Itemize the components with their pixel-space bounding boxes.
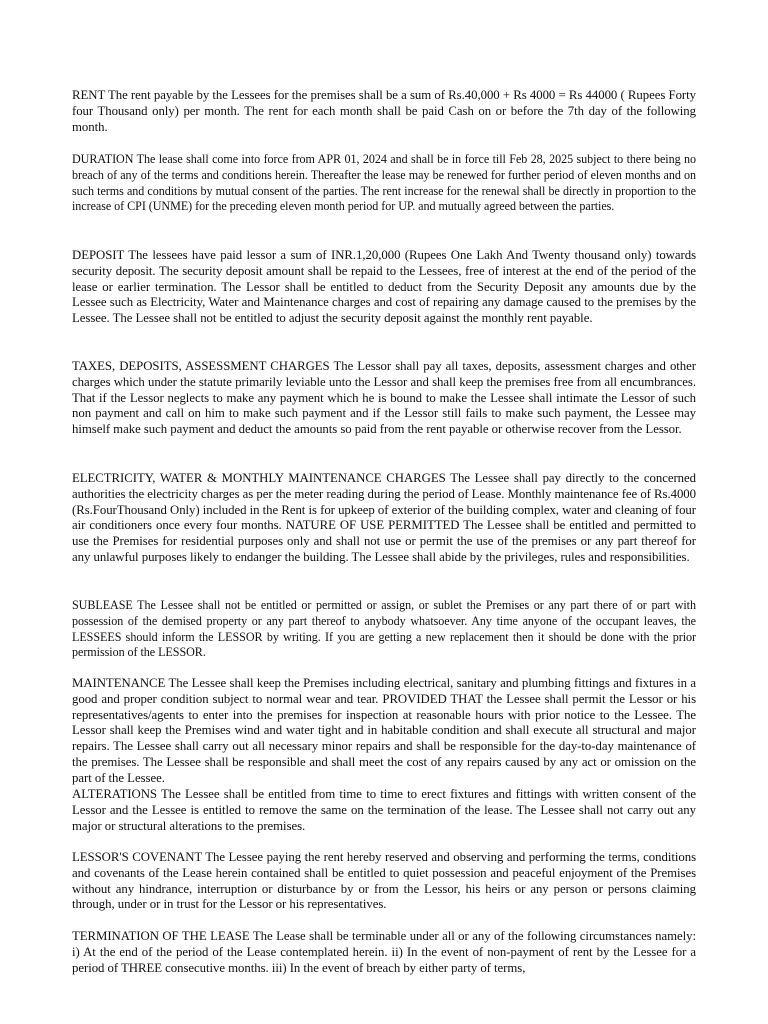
clause-duration: DURATION The lease shall come into force from APR 01, 2024 and shall be in force till Feb 28, 2025 subject to there being no breach of any of the terms and conditions herein. Thereafter the lease may be renewed for further period of eleven months and on such terms and conditions by mutual consent of the parties. The rent increase for the renewal shall be directly in proportion to the increase of CPI (UNME) for the preceding eleven month period for UP. and mutually agreed between the parties. [72, 152, 696, 214]
clause-alterations: ALTERATIONS The Lessee shall be entitled from time to time to erect fixtures and fittings with written consent of the Lessor and the Lessee is entitled to remove the same on the termination of the lease. The Lessee shall not carry out any major or structural alterations to the premises. [72, 787, 696, 833]
clause-maintenance: MAINTENANCE The Lessee shall keep the Premises including electrical, sanitary and plumbing fittings and fixtures in a good and proper condition subject to normal wear and tear. PROVIDED THAT the Lessee shall permit the Lessor or his representatives/agents to enter into the premises for inspection at reasonable hours with prior notice to the Lessee. The Lessor shall keep the Premises wind and water tight and in habitable condition and shall execute all structural and major repairs. The Lessee shall carry out all necessary minor repairs and shall be responsible for the day-to-day maintenance of the premises. The Lessee shall be responsible and shall meet the cost of any repairs caused by any act or omission on the part of the Lessee. [72, 676, 696, 785]
clause-taxes: TAXES, DEPOSITS, ASSESSMENT CHARGES The Lessor shall pay all taxes, deposits, assessment charges and other charges which under the statute primarily leviable unto the Lessor and shall keep the premises free from all encumbrances. That if the Lessor neglects to make any payment which he is bound to make the Lessee shall intimate the Lessor of such non payment and call on him to make such payment and if the Lessor still fails to make such payment, the Lessee may himself make such payment and deduct the amounts so paid from the rent payable or otherwise recover from the Lessor. [72, 359, 696, 437]
clause-termination: TERMINATION OF THE LEASE The Lease shall be terminable under all or any of the following circumstances namely: i) At the end of the period of the Lease contemplated herein. ii) In the event of non-payment of rent by the Lessee for a period of THREE consecutive months. iii) In the event of breach by either party of terms, [72, 929, 696, 975]
clause-sublease: SUBLEASE The Lessee shall not be entitled or permitted or assign, or sublet the Premises or any part there of or part with possession of the demised property or any part thereof to anybody whatsoever. Any time anyone of the occupant leaves, the LESSEES should inform the LESSOR by writing. If you are getting a new replacement then it should be done with the prior permission of the LESSOR. [72, 598, 696, 660]
clause-lessors-covenant: LESSOR'S COVENANT The Lessee paying the rent hereby reserved and observing and performing the terms, conditions and covenants of the Lease herein contained shall be entitled to quiet possession and peaceful enjoyment of the Premises without any hindrance, interruption or disturbance by or from the Lessor, his heirs or any person or persons claiming through, under or in trust for the Lessor or his representatives. [72, 850, 696, 912]
clause-electricity: ELECTRICITY, WATER & MONTHLY MAINTENANCE CHARGES The Lessee shall pay directly to the concerned authorities the electricity charges as per the meter reading during the period of Lease. Monthly maintenance fee of Rs.4000 (Rs.FourThousand Only) included in the Rent is for upkeep of exterior of the building complex, water and cleaning of four air conditioners once every four months. NATURE OF USE PERMITTED The Lessee shall be entitled and permitted to use the Premises for residential purposes only and shall not use or permit the use of the premises or any part thereof for any unlawful purposes likely to endanger the building. The Lessee shall abide by the privileges, rules and responsibilities. [72, 471, 696, 564]
clause-deposit: DEPOSIT The lessees have paid lessor a sum of INR.1,20,000 (Rupees One Lakh And Twenty thousand only) towards security deposit. The security deposit amount shall be repaid to the Lessees, free of interest at the end of the period of the lease or earlier termination. The Lessor shall be entitled to deduct from the Security Deposit any amounts due by the Lessee such as Electricity, Water and Maintenance charges and cost of repairing any damage caused to the premises by the Lessee. The Lessee shall not be entitled to adjust the security deposit against the monthly rent payable. [72, 248, 696, 326]
clause-rent: RENT The rent payable by the Lessees for the premises shall be a sum of Rs.40,000 + Rs 4000 = Rs 44000 ( Rupees Forty four Thousand only) per month. The rent for each month shall be paid Cash on or before the 7th day of the following month. [72, 88, 696, 134]
